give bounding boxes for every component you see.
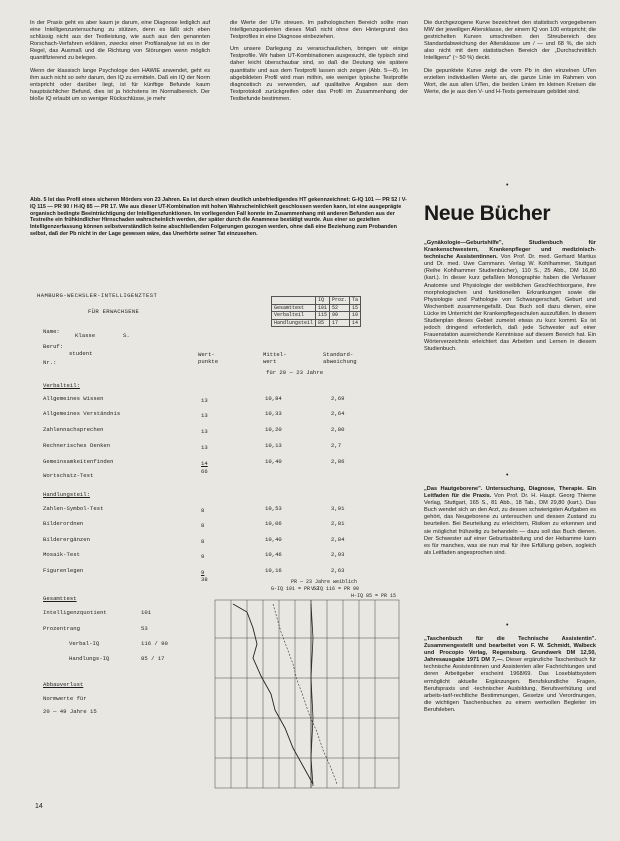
table-row xyxy=(43,472,93,479)
table-header-cell: Proz. xyxy=(330,297,350,305)
row-sd: 2,93 xyxy=(331,551,345,558)
table-row xyxy=(43,567,83,574)
table-row xyxy=(43,442,110,449)
review-title: „Das Hautgeborene". Untersuchung, Diagnose, Therapie. Ein Leitfaden für die Praxis. xyxy=(424,486,596,500)
table-row xyxy=(69,640,99,647)
paragraph: die Werte der UTe streuen. Im pathologischen Bereich sollte man Intelligenzquotienten dieses Maß nicht ohne den Hintergrund des Testprofiles in eine Diagnose einbeziehen. xyxy=(230,20,408,41)
row-mw: 10,20 xyxy=(265,426,282,433)
test-form-figure xyxy=(33,288,406,793)
row-value: 53 xyxy=(141,625,148,632)
paragraph: Um unsere Darlegung zu veranschaulichen, bringen wir einige Testprofile. Wir haben UT-Kombinationen ausgesucht, die typisch sind daher leicht überschaubar sind, so daß die Deutung wie spätere quantitativ und aus dem Testprofil lassen sich zeigen (Abb. 5—8). Im abgebildeten Profil wird man mithin, wie weniger typische Testprofile diagnostisch zu verwenden, auf qualitative Angaben aus dem Testprotokoll zurückgreifen oder das Profil im Zusammenhang der Testbefunde bestimmen. xyxy=(230,46,408,102)
row-wp: 13 xyxy=(201,444,208,451)
graph-legend-item: G-IQ 101 = PR 52 xyxy=(271,586,320,592)
row-wp: 9 xyxy=(201,553,205,560)
table-row xyxy=(43,609,107,616)
bullet-mark: • xyxy=(506,622,509,629)
review-title: „Gynäkologie—Geburtshilfe", Studienbuch für Krankenschwestern, Krankenpfleger und medizinisch-technische Assistentinnen. xyxy=(424,240,596,261)
review-body: Von Prof. Dr. med. Gerhard Martius und Dr. med. Uwe Cammann. Verlag W. Kohlhammer, Stuttgart (Reihe Kohlhammer Studienbücher), 110 S., 25 Abb., DM 16,80 (kart.). In dieser kurz gefaßten Monographie haben die Verfasser Anatomie und Physiologie der weiblichen Geschlechtsorgane, ihre morphologischen und funktionellen Erkrankungen sowie die Physiologie und Pathologie von Schwangerschaft, Geburt und Wochenbett zusammengefaßt. Das Buch soll dazu dienen, eine Lücke im Unterricht der Krankenpflegeschulen auszufüllen. In diesem Studienplan dieses Gebiet zumeist etwas zu kurz kommt. Es ist jedoch dringend erforderlich, daß jede Schwester auf einer Frauenstation ausreichende Kenntnisse auf diesem Bereich hat. Ein Wörterverzeichnis erleichtert das Arbeiten und Lernen in diesem Studienbuch. xyxy=(424,254,596,353)
table-cell: Verbalteil xyxy=(272,312,316,320)
row-mw: 10,13 xyxy=(265,442,282,449)
section-heading-neue-buecher: Neue Bücher xyxy=(424,202,551,225)
row-label: Handlungs-IQ xyxy=(69,655,110,662)
row-wp: 13 xyxy=(201,412,208,419)
page-number: 14 xyxy=(35,803,43,810)
row-wp: 8 xyxy=(201,522,205,529)
row-wp: 14 xyxy=(201,460,208,467)
table-cell: 52 xyxy=(330,304,350,312)
table-row xyxy=(43,395,103,402)
row-label: Zahlennachsprechen xyxy=(43,426,104,433)
handlung-header: Handlungsteil: xyxy=(43,491,90,498)
form-title: HAMBURG-WECHSLER-INTELLIGENZTEST xyxy=(37,292,158,299)
row-sd: 2,86 xyxy=(331,458,345,465)
table-cell: 14 xyxy=(350,319,361,327)
row-label: Bilderordnen xyxy=(43,520,84,527)
beruf-label: Beruf: xyxy=(43,343,64,350)
beruf-value: student xyxy=(69,350,93,357)
abbau-value: 20 — 49 Jahre 15 xyxy=(43,708,97,715)
table-row xyxy=(43,426,103,433)
class-value: S. xyxy=(123,332,130,339)
row-wp: 8 xyxy=(201,538,205,545)
table-row xyxy=(43,458,114,465)
verbal-header: Verbalteil: xyxy=(43,382,80,389)
row-label: Figurenlegen xyxy=(43,567,84,574)
review-3 xyxy=(424,636,596,806)
row-sd: 2,7 xyxy=(331,442,342,449)
paragraph: Die durchgezogene Kurve bezeichnet den statistisch vorgegebenen MW der jeweiligen Altersklasse, der einem IQ von 100 entspricht; die gestrichelten Kurven umschreiben den Streubereich des Standardabweichung der Altersklasse um / — und 68 %, die sich also nicht mit dem statistischen Bereich der „Durchschnittlich Intelligenz" (~ 50 %) deckt. xyxy=(424,20,596,62)
table-row xyxy=(69,655,109,662)
table-header-cell: Ta xyxy=(350,297,361,305)
table-row xyxy=(43,551,80,558)
row-label: Zahlen-Symbol-Test xyxy=(43,505,104,512)
row-sd: 2,80 xyxy=(331,426,345,433)
iq-summary-table xyxy=(271,296,361,327)
row-label: Bilderergänzen xyxy=(43,536,90,543)
name-label: Name: xyxy=(43,328,60,335)
row-wp: 38 xyxy=(201,576,208,583)
table-cell: 10 xyxy=(350,312,361,320)
table-cell: 115 xyxy=(316,312,330,320)
review-2 xyxy=(424,486,596,616)
row-sd: 2,64 xyxy=(331,410,345,417)
row-mw: 10,46 xyxy=(265,551,282,558)
graph-legend-item: V-IQ 116 = PR 90 xyxy=(311,586,360,592)
row-label: Allgemeines Wissen xyxy=(43,395,104,402)
table-cell: 17 xyxy=(330,319,350,327)
table-row xyxy=(43,505,103,512)
age-range: für 20 — 23 Jahre xyxy=(266,369,324,376)
row-value: 85 / 17 xyxy=(141,655,165,662)
table-cell: 85 xyxy=(316,319,330,327)
row-mw: 10,40 xyxy=(265,458,282,465)
row-wp: 13 xyxy=(201,397,208,404)
gesamt-header: Gesamttest xyxy=(43,595,77,602)
row-sd: 2,84 xyxy=(331,536,345,543)
abbau-label: Normwerte für xyxy=(43,695,87,702)
paragraph: Wenn der klassisch lange Psychologe den HAWIE anwendet, geht es ihm auch nicht so sehr darum, den IQ zu ermitteln. Daß ein IQ der Norm entspricht oder darüber liegt, ist für künftige Befunde kaum hauptsächlicher Befund, dies ist ja höchstens im Normalbereich. Der bloße IQ erlaubt um so weniger Rückschlüsse, je mehr xyxy=(30,67,210,102)
table-cell: 90 xyxy=(330,312,350,320)
paragraph: In der Praxis geht es aber kaum je darum, eine Diagnose lediglich auf eine Intelligenzuntersuchung zu stützen, denn es läßt sich eben schlüssig nicht aus der Testleistung, wie auch aus den genannten Rorschach-Verfahren erklären, zwecks einer Profilanalyse ist es in der Regel, das Ausmaß und die Richtung von Störungen wenn möglich quantifizierend zu belegen. xyxy=(30,20,210,62)
row-wp: 8 xyxy=(201,507,205,514)
review-body: Dieser ergänzliche Taschenbuch für technische Assistentinnen und Assistenten aller Fachrichtungen und deren Arbeitgeber erscheint 1968/69. Das Loseblattsystem ermöglicht aktuelle Ergänzungen. Berufskundliche Fragen, Berufspraxis und -technischer Ausbildung, Berufsverhütung und arbeits-tarif-rechtliche Bestimmungen, Gesetze und Verordnungen, die wichtigen Taschenbuches zu einem wertvollen Begleiter im Berufsleben. xyxy=(424,657,596,713)
graph-legend-item: H-IQ 85 = PR 15 xyxy=(351,593,397,599)
review-title: „Taschenbuch für die Technische Assistentin". Zusammengestellt und bearbeitet von F. W. Schmidt, Walbeck und Procopio Verlag, Regensburg. Grundwerk DM 12,50, Jahresausgabe 1971 DM 7,—. xyxy=(424,636,596,664)
column-header-wertpunkte: Wert- punkte xyxy=(198,351,219,365)
row-sd: 3,01 xyxy=(331,505,345,512)
graph-legend-item: PR — 23 Jahre weiblich xyxy=(291,579,358,585)
table-header-cell xyxy=(272,297,316,305)
review-body: Von Prof. Dr. H. Haupt. Georg Thieme Verlag, Stuttgart, 165 S., 81 Abb., 18 Tab., DM 29,80 (kart.). Das Buch wendet sich an den Arzt, zu dessen schwierigsten Aufgaben es gehört, das Neugeborene zu untersuchen und dessen Zustand zu beurteilen. Bei Beurteilung zu erleichtern, Risiken zu erkennen und sie möglichst frühzeitig zu behandeln — dazu soll das Buch dienen. Der Schwester auf einer Geburtsabteilung und der Hebamme kann es für manches, was sie nun mal für ihre Erfüllung geben, sogleich als Leitfaden angesprochen sind. xyxy=(424,493,596,556)
table-cell: Handlungsteil xyxy=(272,319,316,327)
column-header-mittelwert: Mittel- wert xyxy=(263,351,287,365)
profile-graph xyxy=(213,598,401,792)
row-sd: 2,63 xyxy=(331,567,345,574)
table-header-cell: IQ xyxy=(316,297,330,305)
row-label: Mosaik-Test xyxy=(43,551,80,558)
row-label: Rechnerisches Denken xyxy=(43,442,111,449)
row-mw: 10,53 xyxy=(265,505,282,512)
row-label: Gemeinsamkeitenfinden xyxy=(43,458,114,465)
column-right xyxy=(424,20,596,190)
table-cell: 101 xyxy=(316,304,330,312)
nr-label: Nr.: xyxy=(43,359,57,366)
row-label: Wortschatz-Test xyxy=(43,472,94,479)
table-cell: 15 xyxy=(350,304,361,312)
row-wp: 66 xyxy=(201,468,208,475)
row-mw: 10,06 xyxy=(265,520,282,527)
row-wp: 9 xyxy=(201,569,205,576)
bullet-mark: • xyxy=(506,472,509,479)
review-1 xyxy=(424,240,596,468)
paragraph: Die gepunktete Kurve zeigt die vom Pb in den einzelnen UTen erzielten individuellen Werte an, die ganze Linie im Rahmen von Wort, die aus allen UTen, die beiden Linien im kleinen Kreisen die Werte, die je aus den V- und H-Tests gemeinsam gebildet sind. xyxy=(424,67,596,95)
row-label: Allgemeines Verständnis xyxy=(43,410,121,417)
table-row xyxy=(43,536,90,543)
row-mw: 10,33 xyxy=(265,410,282,417)
row-value: 116 / 90 xyxy=(141,640,168,647)
abbau-header: Abbauverlust xyxy=(43,681,84,688)
column-middle xyxy=(230,20,408,190)
row-mw: 10,16 xyxy=(265,567,282,574)
row-label: Intelligenzquotient xyxy=(43,609,107,616)
table-row xyxy=(43,410,120,417)
figure-caption: Abb. 5 Ist das Profil eines sicheren Mörders von 23 Jahren. Es ist durch einen deutlich unbefriedigendes HT gekennzeichnet: G-IQ 101 — PR 52 / V-IQ 115 — PR 90 / H-IQ 85 — PR 17. Wie aus dieser UT-Kombination mit hohen Wahrscheinlichkeit geschlossen werden kann, ist eine ausgeprägte organisch bedingte Beeinträchtigung der Intelligenzfunktionen. Im vorliegenden Fall konnte im Zusammenhang mit anderen Befunden aus der Testreihe ein frühkindlicher Hirnschaden wahrscheinlich werden, der später durch die Anamnese bestätigt wurde. Aus einer so gezielten Intelligenzerfassung können selbstverständlich keine abschließenden Folgerungen gezogen werden, ohne daß eine Beziehung zum Probanden selbst, daß der Pb nicht in der Lage gewesen wäre, das Unerhörte seiner Tat einzusehen. xyxy=(30,197,407,237)
row-value: 101 xyxy=(141,609,152,616)
row-wp: 13 xyxy=(201,428,208,435)
row-mw: 10,84 xyxy=(265,395,282,402)
row-sd: 2,69 xyxy=(331,395,345,402)
row-sd: 2,81 xyxy=(331,520,345,527)
row-mw: 10,40 xyxy=(265,536,282,543)
row-label: Verbal-IQ xyxy=(69,640,100,647)
row-label: Prozentrang xyxy=(43,625,80,632)
column-header-std: Standard- abweichung xyxy=(323,351,357,365)
bullet-mark: • xyxy=(506,182,509,189)
table-cell: Gesamttest xyxy=(272,304,316,312)
class-label: Klasse xyxy=(75,332,96,339)
column-left xyxy=(30,20,210,190)
table-row xyxy=(43,520,83,527)
table-row xyxy=(43,625,80,632)
form-subtitle: FÜR ERWACHSENE xyxy=(88,308,140,315)
